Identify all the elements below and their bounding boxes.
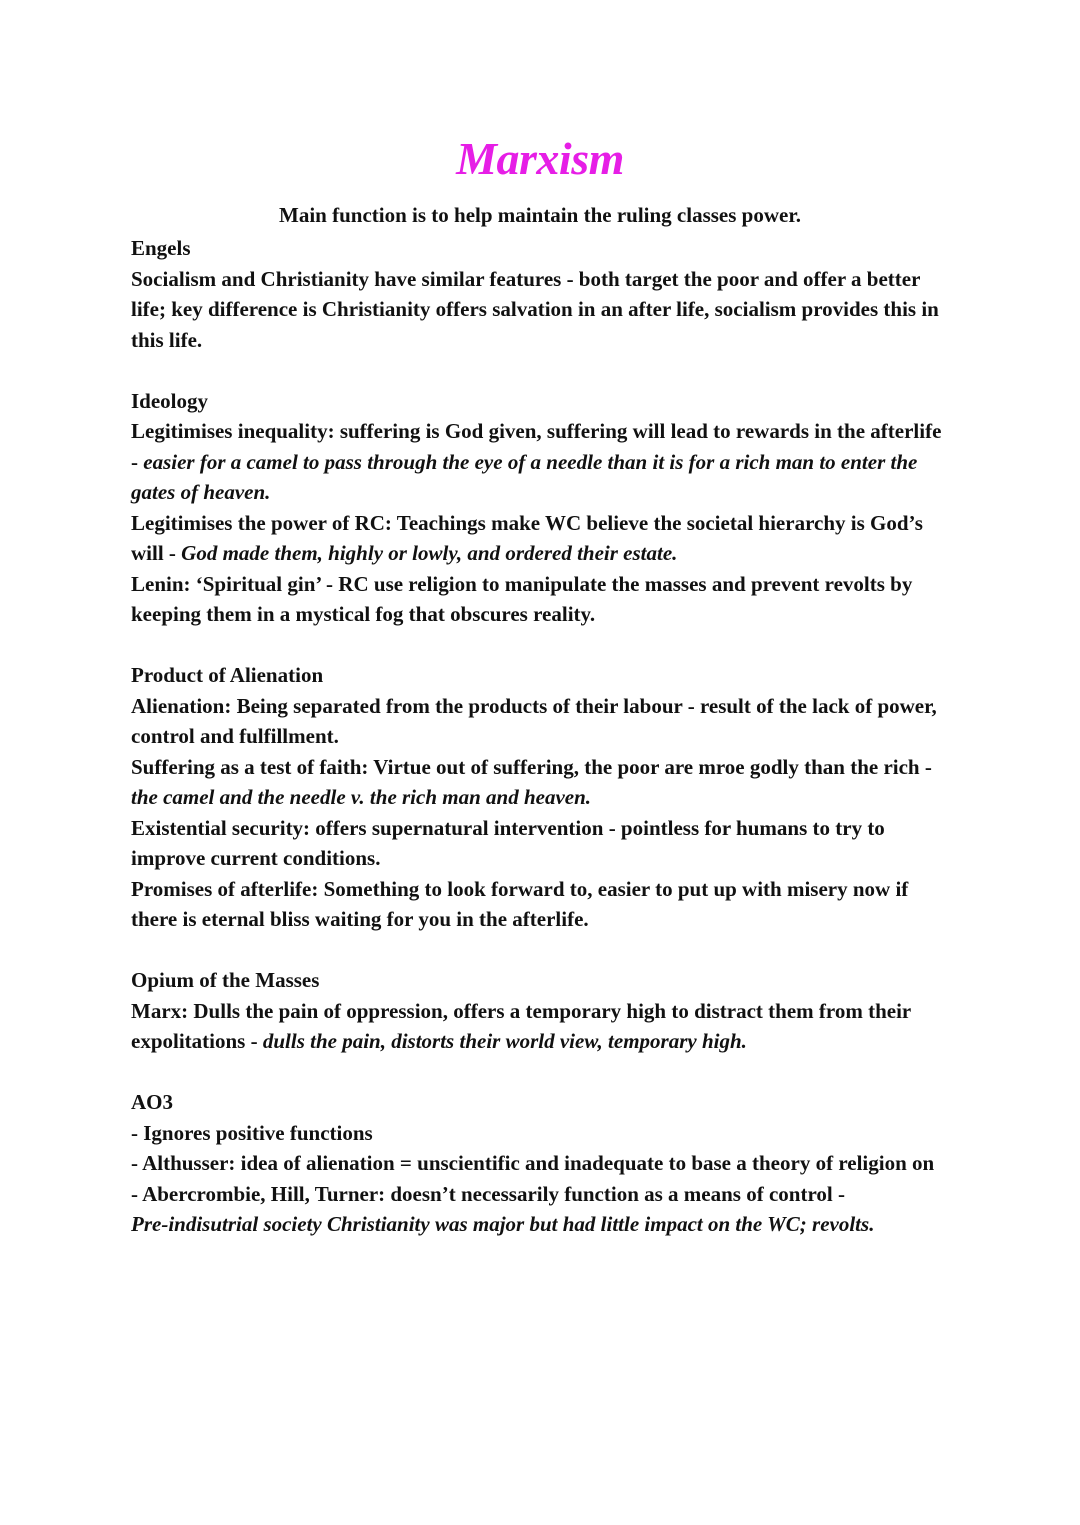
text-line xyxy=(131,1179,961,1210)
section-heading: Ideology xyxy=(131,388,209,413)
section-ideology xyxy=(131,386,961,630)
text-run: control and fulfillment. xyxy=(131,724,339,748)
text-line xyxy=(131,1148,961,1179)
page-title: Marxism xyxy=(456,133,624,184)
text-run: will - xyxy=(131,541,182,565)
text-line xyxy=(131,691,961,722)
text-run: life; key difference is Christianity offers salvation in an after life, socialism provides this in xyxy=(131,297,939,321)
italic-quote: the camel and the needle v. the rich man and heaven. xyxy=(131,785,592,809)
text-run: - xyxy=(131,449,144,474)
text-line xyxy=(131,782,961,813)
italic-quote: dulls the pain, distorts their world view, temporary high. xyxy=(262,1029,747,1053)
text-line xyxy=(131,508,961,539)
text-line xyxy=(131,569,961,600)
text-line xyxy=(131,996,961,1027)
text-run: Alienation: Being separated from the products of their labour - result of the lack of power, xyxy=(131,693,937,718)
text-run: Legitimises the power of RC: Teachings make WC believe the societal hierarchy is God’s xyxy=(131,510,923,535)
text-line xyxy=(131,325,961,356)
italic-quote: gates of heaven. xyxy=(131,480,271,504)
text-line xyxy=(131,477,961,508)
text-run: Existential security: offers supernatural intervention - pointless for humans to try to xyxy=(131,815,885,840)
text-run: Lenin: ‘Spiritual gin’ - RC use religion to manipulate the masses and prevent revolts by xyxy=(131,571,913,596)
section-product-of-alienation xyxy=(131,660,961,935)
text-run: - Abercrombie, Hill, Turner: doesn’t necessarily function as a means of control - xyxy=(131,1181,845,1206)
text-line xyxy=(131,874,961,905)
section-heading: AO3 xyxy=(131,1090,173,1114)
blank-line xyxy=(131,630,961,661)
text-line xyxy=(131,447,961,478)
text-run: improve current conditions. xyxy=(131,846,381,870)
text-line xyxy=(131,813,961,844)
text-run: - Ignores positive functions xyxy=(131,1120,373,1145)
section-heading: Opium of the Masses xyxy=(131,968,320,992)
text-line xyxy=(131,264,961,295)
text-line xyxy=(131,904,961,935)
section-opium-of-the-masses xyxy=(131,965,961,1057)
text-run: this life. xyxy=(131,327,203,352)
text-line xyxy=(131,1209,961,1240)
section-heading: Product of Alienation xyxy=(131,663,324,687)
text-run: Marx: Dulls the pain of oppression, offers a temporary high to distract them from their xyxy=(131,998,912,1023)
section-heading: Engels xyxy=(131,236,191,260)
document-body xyxy=(131,233,961,1240)
text-line xyxy=(131,1026,961,1057)
section-ao3 xyxy=(131,1087,961,1240)
text-line xyxy=(131,752,961,783)
italic-quote: easier for a camel to pass through the eye of a needle than it is for a rich man to enter the xyxy=(143,449,918,474)
text-line xyxy=(131,294,961,325)
text-run: - Althusser: idea of alienation = unscientific and inadequate to base a theory of religion on xyxy=(131,1151,935,1175)
text-run: expolitations - xyxy=(131,1029,263,1053)
text-run: keeping them in a mystical fog that obscures reality. xyxy=(131,602,596,626)
italic-quote: Pre-indisutrial society Christianity was major but had little impact on the WC; revolts. xyxy=(131,1212,875,1236)
blank-line xyxy=(131,1057,961,1088)
text-line xyxy=(131,416,961,447)
page-subtitle: Main function is to help maintain the ruling classes power. xyxy=(279,203,801,227)
text-run: Suffering as a test of faith: Virtue out of suffering, the poor are mroe godly than the rich - xyxy=(131,754,932,779)
text-line xyxy=(131,538,961,569)
text-run: Legitimises inequality: suffering is God given, suffering will lead to rewards in the afterlife xyxy=(131,419,942,443)
italic-quote: God made them, highly or lowly, and ordered their estate. xyxy=(181,541,678,565)
text-line xyxy=(131,843,961,874)
text-line xyxy=(131,1118,961,1149)
text-run: Promises of afterlife: Something to look forward to, easier to put up with misery now if xyxy=(131,876,909,901)
text-run: Socialism and Christianity have similar features - both target the poor and offer a better xyxy=(131,266,921,291)
text-run: there is eternal bliss waiting for you in the afterlife. xyxy=(131,907,589,931)
text-line xyxy=(131,721,961,752)
section-engels xyxy=(131,233,961,355)
blank-line xyxy=(131,935,961,966)
blank-line xyxy=(131,355,961,386)
text-line xyxy=(131,599,961,630)
